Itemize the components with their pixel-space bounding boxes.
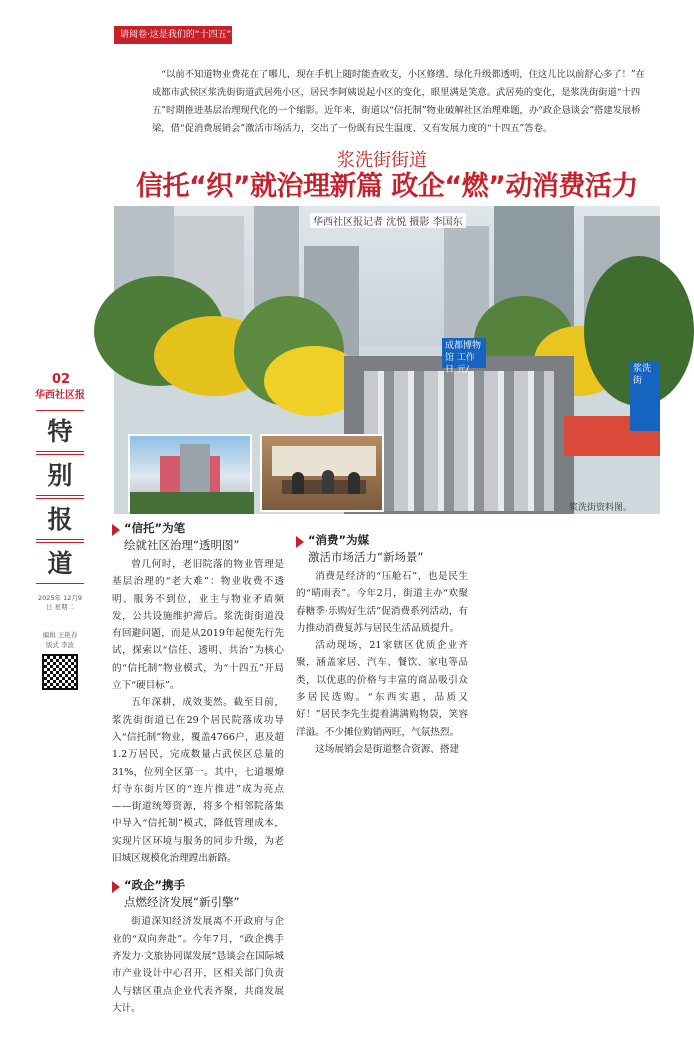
paragraph: 曾几何时，老旧院落的物业管理是基层治理的“老大难”：物业收费不透明、服务不到位，业主与物业矛盾频发，公共设施维护滞后。浆洗街街道没有回避问题，而是从2019年起便先行先试，探索以“信任、透明、共治”为核心的“信托制”物业模式，为“十四五”开局立下“硬目标”。 <box>112 559 284 692</box>
paragraph: 五年深耕，成效斐然。截至目前，浆洗街街道已在29个居民院落成功导入“信托制”物业，覆盖4766户，惠及超1.2万居民，完成数量占武侯区总量的31%，位列全区第一。其中，七道堰燎灯寺东街片区的“连片推进”成为亮点——街道统筹资源，将多个相邻院落集中导入“信托制”模式，降低管理成本，实现片区环境与服务的同步升级，为老旧城区规模化治理蹚出新路。 <box>112 697 284 865</box>
paragraph: 消费是经济的“压舱石”，也是民生的“晴雨表”。今年2月，街道主办“欢聚春糖季·乐购好生活”促消费系列活动，有力推动消费复苏与居民生活品质提升。 <box>296 571 468 634</box>
photo-caption: 浆洗街资料图。 <box>568 503 632 513</box>
section-heading: “政企”携手 <box>112 877 284 893</box>
section-char: 别 <box>36 454 84 496</box>
newspaper-name: 华西社区报 <box>35 390 85 401</box>
article-column-1 <box>112 520 284 1017</box>
issue-date: 2025年 12月9日 星期二 <box>37 594 82 611</box>
building-sign: 浆洗街 <box>630 361 660 431</box>
section-subheading: 激活市场活力“新场景” <box>308 550 424 564</box>
paragraph: 活动现场，21家辖区优质企业齐聚，涵盖家居、汽车、餐饮、家电等品类，以优惠的价格与丰富的商品吸引众多居民选购。“东西实惠，品质又好！”居民李先生提着满满购物袋，笑容洋溢。不少摊位购销两旺，气氛热烈。 <box>296 640 468 738</box>
paragraph: 这场展销会是街道整合资源、搭建 <box>315 743 460 755</box>
section-subheading: 绘就社区治理“透明图” <box>124 538 240 552</box>
byline: 华西社区报记者 沈悦 摄影 李国东 <box>310 213 466 228</box>
inset-photo-meeting <box>260 434 384 512</box>
section-char: 道 <box>36 542 84 584</box>
article-subhead: 浆洗街街道 <box>337 150 427 171</box>
page-number: 02 <box>51 372 71 387</box>
section-char: 特 <box>36 410 84 452</box>
article-headline: 信托“织”就治理新篇 政企“燃”动消费活力 <box>136 171 638 202</box>
inset-photo-building <box>128 434 252 512</box>
editor-credit: 编辑 王艳春 <box>42 631 78 639</box>
paragraph: 街道深知经济发展离不开政府与企业的“双向奔赴”。今年7月，“政企携手齐发力·文旅协同谋发展”恳谈会在国际城市产业设计中心召开，区相关部门负责人与辖区重点企业代表齐聚，共商发展大计。 <box>112 916 284 1014</box>
lead-paragraph: “以前不知道物业费花在了哪儿，现在手机上随时能查收支，小区修缮、绿化升级都透明，住这儿比以前舒心多了！”在成都市武侯区浆洗街街道武居苑小区，居民李阿姨说起小区的变化，眼里满是笑意。武居苑的变化，是浆洗街街道“十四五”时期推进基层治理现代化的一个缩影。近年来，街道以“信托制”物业破解社区治理难题，办“政企恳谈会”搭建发展桥梁，借“促消费展销会”激活市场活力，交出了一份既有民生温度、又有发展力度的“十四五”答卷。 <box>152 69 645 134</box>
section-heading: “消费”为媒 <box>296 532 468 548</box>
section-heading: “信托”为笔 <box>112 520 284 536</box>
section-subheading: 点燃经济发展“新引擎” <box>124 895 240 910</box>
design-credit: 版式 李波 <box>45 641 75 649</box>
article-column-2 <box>296 520 468 758</box>
qr-code-icon[interactable] <box>42 654 78 690</box>
road-sign: 成都博物馆 工作日 元/ <box>442 338 486 368</box>
section-banner: 请阅卷·这是我们的“十四五”答卷 <box>114 26 232 44</box>
section-char: 报 <box>36 498 84 540</box>
